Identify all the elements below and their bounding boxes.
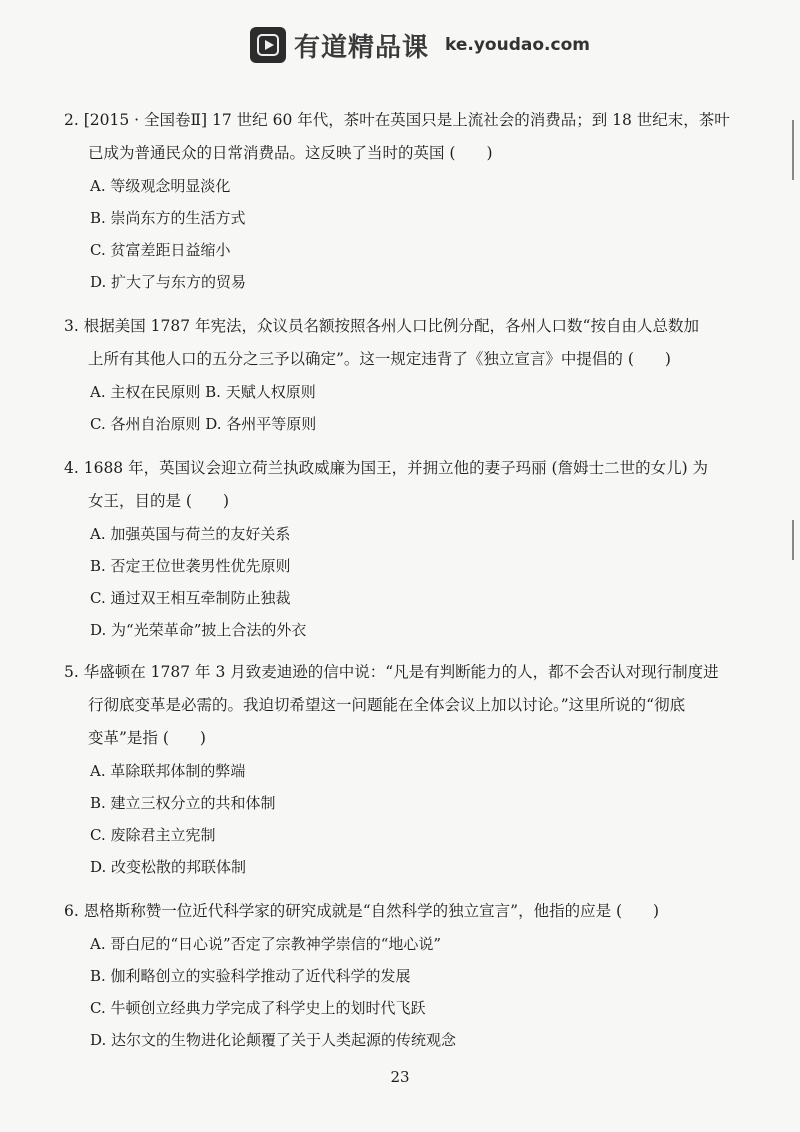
- option-b: B. 建立三权分立的共和体制: [90, 794, 276, 812]
- question-3: [64, 310, 754, 440]
- question-4: [64, 452, 754, 646]
- option-b: B. 崇尚东方的生活方式: [90, 209, 246, 227]
- option-a: A. 革除联邦体制的弊端: [90, 762, 246, 780]
- option-ab: A. 主权在民原则 B. 天赋人权原则: [90, 383, 316, 401]
- header: [250, 20, 590, 70]
- option-cd: C. 各州自治原则 D. 各州平等原则: [90, 415, 317, 433]
- question-stem: 已成为普通民众的日常消费品。这反映了当时的英国 ( ): [88, 144, 493, 162]
- option-c: C. 牛顿创立经典力学完成了科学史上的划时代飞跃: [90, 999, 426, 1017]
- question-2: [64, 104, 754, 298]
- question-stem: 2. [2015 · 全国卷Ⅱ] 17 世纪 60 年代，茶叶在英国只是上流社会的消费品；到 18 世纪末，茶叶: [64, 111, 730, 129]
- option-d: D. 扩大了与东方的贸易: [90, 273, 247, 291]
- question-stem: 5. 华盛顿在 1787 年 3 月致麦迪逊的信中说：“凡是有判断能力的人，都不会否认对现行制度进: [64, 663, 719, 681]
- scan-edge-mark: [792, 120, 794, 180]
- question-stem: 4. 1688 年，英国议会迎立荷兰执政威廉为国王，并拥立他的妻子玛丽 (詹姆士二世的女儿) 为: [64, 459, 709, 477]
- question-stem: 3. 根据美国 1787 年宪法，众议员名额按照各州人口比例分配，各州人口数“按自由人总数加: [64, 317, 699, 335]
- play-triangle-icon: [250, 27, 286, 63]
- option-c: C. 通过双王相互牵制防止独裁: [90, 589, 291, 607]
- scan-edge-mark: [792, 520, 794, 560]
- option-c: C. 贫富差距日益缩小: [90, 241, 231, 259]
- option-d: D. 为“光荣革命”披上合法的外衣: [90, 621, 307, 639]
- brand-domain: ke.youdao.com: [445, 35, 590, 55]
- option-b: B. 伽利略创立的实验科学推动了近代科学的发展: [90, 967, 411, 985]
- brand-name: 有道精品课: [294, 32, 430, 63]
- option-b: B. 否定王位世袭男性优先原则: [90, 557, 291, 575]
- option-a: A. 等级观念明显淡化: [90, 177, 231, 195]
- question-stem: 女王，目的是 ( ): [88, 492, 230, 510]
- option-c: C. 废除君主立宪制: [90, 826, 216, 844]
- option-d: D. 达尔文的生物进化论颠覆了关于人类起源的传统观念: [90, 1031, 457, 1049]
- question-stem: 6. 恩格斯称赞一位近代科学家的研究成就是“自然科学的独立宣言”，他指的应是 ( ): [64, 902, 660, 920]
- question-stem: 上所有其他人口的五分之三予以确定”。这一规定违背了《独立宣言》中提倡的 ( ): [88, 350, 671, 368]
- question-stem: 行彻底变革是必需的。我迫切希望这一问题能在全体会议上加以讨论。”这里所说的“彻底: [88, 696, 686, 714]
- option-a: A. 哥白尼的“日心说”否定了宗教神学崇信的“地心说”: [90, 935, 442, 953]
- page-number: 23: [390, 1068, 410, 1086]
- question-6: [64, 895, 754, 1056]
- option-d: D. 改变松散的邦联体制: [90, 858, 247, 876]
- question-5: [64, 656, 754, 883]
- question-stem: 变革”是指 ( ): [88, 729, 206, 747]
- option-a: A. 加强英国与荷兰的友好关系: [90, 525, 291, 543]
